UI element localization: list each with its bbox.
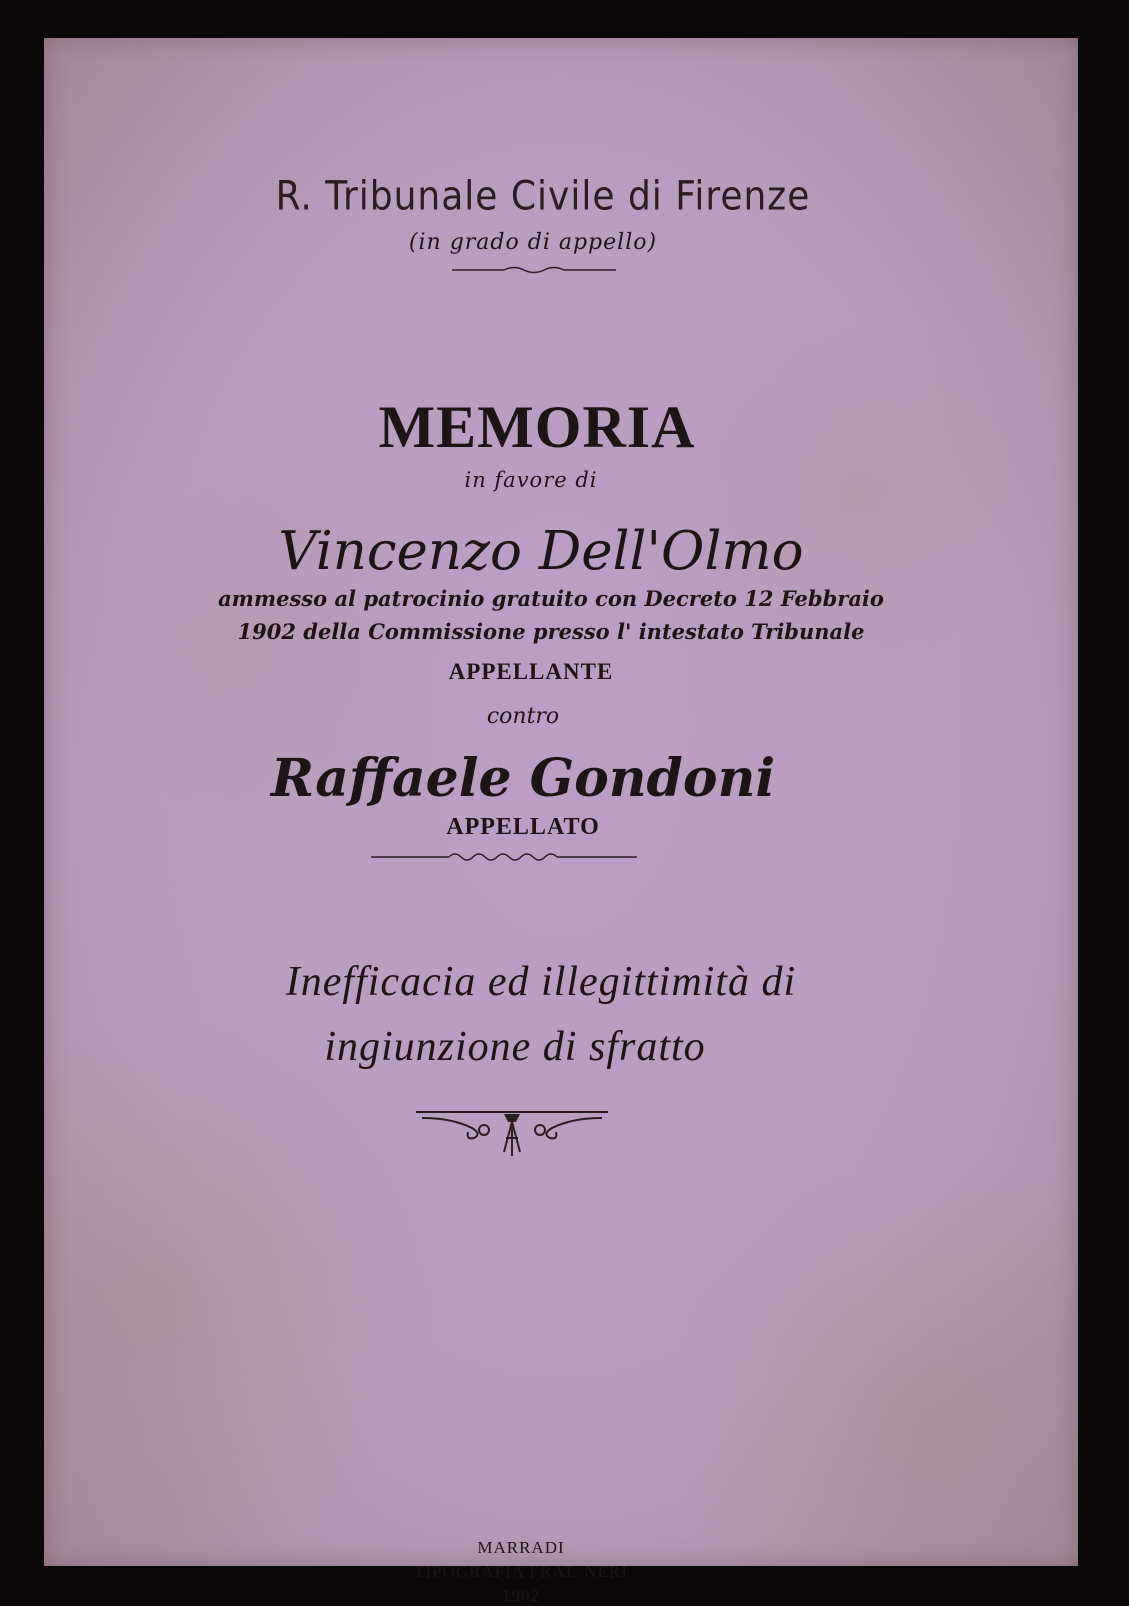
appeal-grade: (in grado di appello) bbox=[408, 230, 658, 255]
appellant-role: APPELLANTE bbox=[448, 659, 614, 684]
appellant-name: Vincenzo Dell'Olmo bbox=[278, 521, 804, 582]
contro-label: contro bbox=[486, 704, 560, 729]
appellee-role: APPELLATO bbox=[446, 814, 600, 840]
middle-divider-ornament bbox=[369, 850, 639, 864]
document-title: MEMORIA bbox=[378, 394, 696, 460]
imprint-place: MARRADI bbox=[477, 1538, 565, 1557]
imprint-year: 1902 bbox=[502, 1586, 540, 1605]
subject-line1: Inefficacia ed illegittimità di bbox=[285, 959, 797, 1005]
subject-line2: ingiunzione di sfratto bbox=[324, 1024, 706, 1070]
fleuron-ornament bbox=[412, 1104, 612, 1164]
in-favore-label: in favore di bbox=[464, 468, 598, 492]
imprint-printer: TIPOGRAFIA FRAT. NERI bbox=[414, 1562, 628, 1581]
court-name: R. Tribunale Civile di Firenze bbox=[275, 173, 811, 220]
document-page bbox=[44, 38, 1078, 1605]
header-divider-ornament bbox=[444, 264, 624, 276]
appellant-note-line2: 1902 della Commissione presso l' intestato Tribunale bbox=[237, 619, 865, 644]
appellee-name: Raffaele Gondoni bbox=[270, 748, 776, 809]
appellant-note-line1: ammesso al patrocinio gratuito con Decreto 12 Febbraio bbox=[218, 586, 884, 611]
